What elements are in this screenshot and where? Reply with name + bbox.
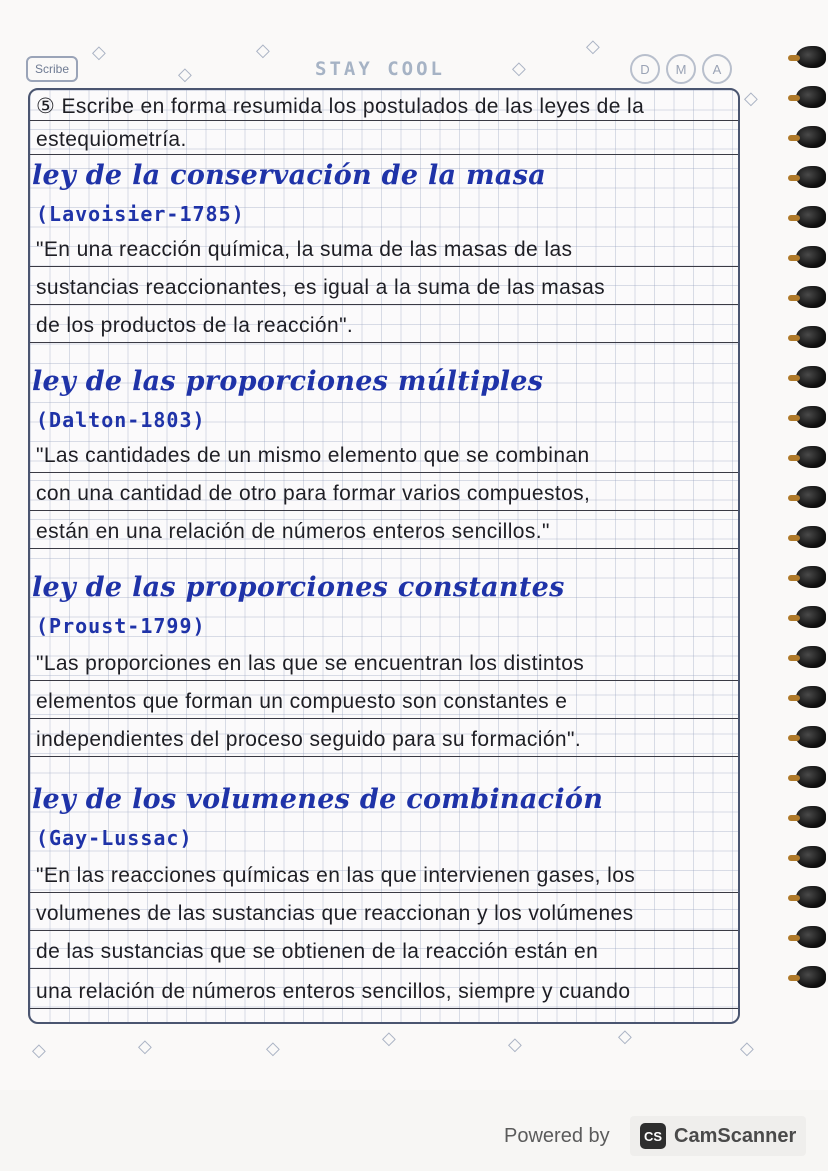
brand-label: Scribe bbox=[34, 62, 69, 76]
camscanner-badge[interactable] bbox=[630, 1116, 806, 1156]
spiral-ring bbox=[796, 806, 826, 828]
prompt-line-2: estequiometría. bbox=[36, 128, 187, 151]
spiral-ring bbox=[796, 86, 826, 108]
law-2-title: ley de las proporciones múltiples bbox=[32, 366, 544, 397]
diamond-icon: ◇ bbox=[740, 1038, 754, 1059]
rule-line bbox=[30, 304, 738, 305]
diamond-icon: ◇ bbox=[178, 64, 192, 85]
law-4-line: "En las reacciones químicas en las que intervienen gases, los bbox=[36, 864, 636, 887]
spiral-ring bbox=[796, 606, 826, 628]
spiral-ring bbox=[796, 126, 826, 148]
spiral-ring bbox=[796, 246, 826, 268]
spiral-ring bbox=[796, 526, 826, 548]
rule-line bbox=[30, 266, 738, 267]
motto-heading: STAY COOL bbox=[315, 58, 445, 80]
law-3-author: (Proust-1799) bbox=[36, 614, 206, 638]
rule-line bbox=[30, 718, 738, 719]
rule-line bbox=[30, 892, 738, 893]
spiral-ring bbox=[796, 206, 826, 228]
brand-logo bbox=[26, 56, 78, 82]
diamond-icon: ◇ bbox=[744, 88, 758, 109]
rule-line bbox=[30, 548, 738, 549]
law-1-line: "En una reacción química, la suma de las masas de las bbox=[36, 238, 573, 261]
diamond-icon: ◇ bbox=[512, 58, 526, 79]
year-circle: A bbox=[702, 54, 732, 84]
grid-sheet bbox=[28, 88, 740, 1024]
law-1-author: (Lavoisier-1785) bbox=[36, 202, 245, 226]
diamond-icon: ◇ bbox=[138, 1036, 152, 1057]
law-4-line: una relación de números enteros sencillos, siempre y cuando bbox=[36, 980, 631, 1003]
law-3-line: independientes del proceso seguido para su formación". bbox=[36, 728, 582, 751]
date-circles bbox=[630, 54, 732, 84]
law-3-title: ley de las proporciones constantes bbox=[32, 572, 565, 603]
spiral-ring bbox=[796, 766, 826, 788]
diamond-icon: ◇ bbox=[618, 1026, 632, 1047]
law-2-line: "Las cantidades de un mismo elemento que se combinan bbox=[36, 444, 590, 467]
law-2-line: con una cantidad de otro para formar varios compuestos, bbox=[36, 482, 591, 505]
law-1-line: sustancias reaccionantes, es igual a la suma de las masas bbox=[36, 276, 606, 299]
spiral-ring bbox=[796, 406, 826, 428]
spiral-ring bbox=[796, 446, 826, 468]
law-2-author: (Dalton-1803) bbox=[36, 408, 206, 432]
law-3-line: "Las proporciones en las que se encuentran los distintos bbox=[36, 652, 585, 675]
prompt-line-1: ⑤ Escribe en forma resumida los postulados de las leyes de la bbox=[36, 95, 645, 118]
rule-line bbox=[30, 1008, 738, 1009]
rule-line bbox=[30, 342, 738, 343]
month-circle: M bbox=[666, 54, 696, 84]
spiral-ring bbox=[796, 46, 826, 68]
law-1-title: ley de la conservación de la masa bbox=[32, 160, 547, 191]
day-circle: D bbox=[630, 54, 660, 84]
diamond-icon: ◇ bbox=[266, 1038, 280, 1059]
spiral-ring bbox=[796, 926, 826, 948]
rule-line bbox=[30, 968, 738, 969]
spiral-ring bbox=[796, 286, 826, 308]
camscanner-name: CamScanner bbox=[674, 1124, 797, 1147]
spiral-ring bbox=[796, 646, 826, 668]
spiral-ring bbox=[796, 726, 826, 748]
rule-line bbox=[30, 472, 738, 473]
spiral-ring bbox=[796, 886, 826, 908]
spiral-ring bbox=[796, 686, 826, 708]
rule-line bbox=[30, 510, 738, 511]
diamond-icon: ◇ bbox=[92, 42, 106, 63]
diamond-icon: ◇ bbox=[508, 1034, 522, 1055]
spiral-ring bbox=[796, 846, 826, 868]
law-2-line: están en una relación de números enteros sencillos." bbox=[36, 520, 550, 543]
spiral-ring bbox=[796, 486, 826, 508]
law-1-line: de los productos de la reacción". bbox=[36, 314, 354, 337]
diamond-icon: ◇ bbox=[382, 1028, 396, 1049]
spiral-ring bbox=[796, 326, 826, 348]
law-4-title: ley de los volumenes de combinación bbox=[32, 784, 604, 815]
powered-by-label: Powered by bbox=[504, 1125, 610, 1147]
diamond-icon: ◇ bbox=[256, 40, 270, 61]
law-4-line: de las sustancias que se obtienen de la reacción están en bbox=[36, 940, 599, 963]
camscanner-logo-icon: CS bbox=[640, 1123, 666, 1149]
spiral-ring bbox=[796, 566, 826, 588]
law-4-line: volumenes de las sustancias que reaccionan y los volúmenes bbox=[36, 902, 634, 925]
rule-line bbox=[30, 930, 738, 931]
spiral-ring bbox=[796, 366, 826, 388]
rule-line bbox=[30, 756, 738, 757]
spiral-ring bbox=[796, 166, 826, 188]
rule-line bbox=[30, 680, 738, 681]
diamond-icon: ◇ bbox=[32, 1040, 46, 1061]
law-3-line: elementos que forman un compuesto son constantes e bbox=[36, 690, 568, 713]
diamond-icon: ◇ bbox=[586, 36, 600, 57]
rule-line bbox=[30, 154, 738, 155]
spiral-ring bbox=[796, 966, 826, 988]
law-4-author: (Gay-Lussac) bbox=[36, 826, 193, 850]
rule-line bbox=[30, 120, 738, 121]
